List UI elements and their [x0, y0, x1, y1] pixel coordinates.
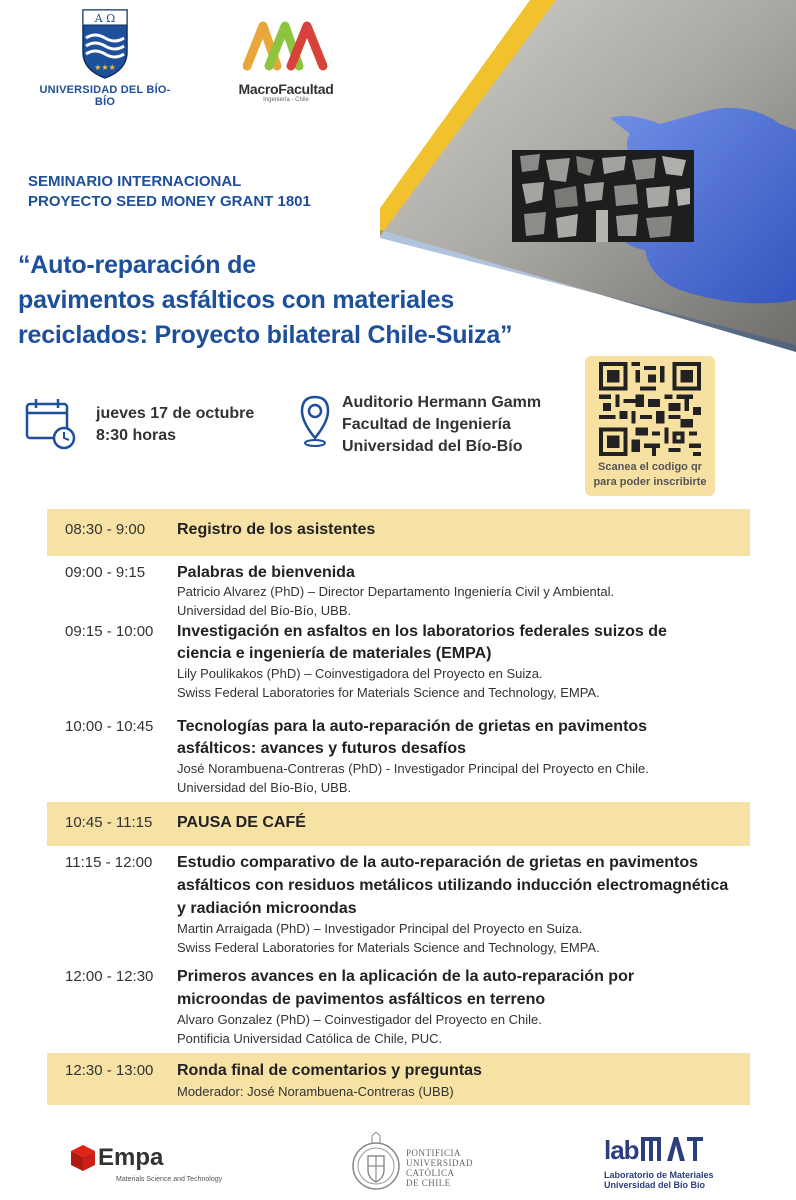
empa-cube-icon	[70, 1144, 96, 1172]
venue-line-3: Universidad del Bío-Bío	[342, 438, 523, 455]
agenda-item-field-advances	[47, 964, 750, 1048]
agenda-affiliation: Pontificia Universidad Católica de Chile, PUC.	[177, 1031, 443, 1046]
macrofacultad-mark-icon	[243, 18, 329, 74]
agenda-title: Ronda final de comentarios y preguntas	[177, 1062, 482, 1079]
seminar-line-2: PROYECTO SEED MONEY GRANT 1801	[28, 193, 311, 210]
agenda-item-empa-research	[47, 619, 750, 703]
agenda-item-registration	[47, 509, 750, 556]
event-datetime	[96, 403, 254, 447]
agenda-time: 11:15 - 12:00	[65, 854, 153, 871]
calendar-clock-icon	[24, 396, 78, 450]
agenda-affiliation: Swiss Federal Laboratories for Materials Science and Technology, EMPA.	[177, 940, 600, 955]
empa-subtitle: Materials Science and Technology	[116, 1176, 223, 1183]
agenda-item-final-round	[47, 1053, 750, 1105]
event-date: jueves 17 de octubre	[96, 405, 255, 422]
puc-line-4: DE CHILE	[406, 1178, 451, 1188]
location-pin-icon	[298, 394, 332, 448]
agenda-affiliation: Universidad del Bío-Bío, UBB.	[177, 780, 352, 795]
agenda-time: 09:15 - 10:00	[65, 623, 154, 640]
registration-qr-panel[interactable]	[585, 356, 715, 496]
agenda-time: 12:30 - 13:00	[65, 1062, 154, 1079]
labmat-lab-text: lab	[604, 1135, 639, 1165]
agenda-time: 10:00 - 10:45	[65, 718, 154, 735]
agenda-time: 09:00 - 9:15	[65, 564, 146, 581]
event-title	[18, 248, 598, 353]
agenda-speaker: Lily Poulikakos (PhD) – Coinvestigadora del Proyecto en Suiza.	[177, 666, 543, 681]
puc-seal-icon	[350, 1132, 402, 1194]
asphalt-block	[512, 150, 694, 242]
venue-line-1: Auditorio Hermann Gamm	[342, 394, 542, 411]
agenda-title: Registro de los asistentes	[177, 521, 376, 538]
agenda-title-line-3: y radiación microondas	[177, 900, 357, 917]
agenda-title-line-2: microondas de pavimentos asfálticos en terreno	[177, 991, 546, 1008]
agenda-title: PAUSA DE CAFÉ	[177, 814, 306, 831]
agenda-time: 08:30 - 9:00	[65, 521, 146, 538]
labmat-subtitle	[604, 1170, 714, 1190]
university-name: UNIVERSIDAD DEL BÍO-BÍO	[39, 84, 171, 108]
agenda-affiliation: Universidad del Bío-Bío, UBB.	[177, 603, 352, 618]
seminar-line-1: SEMINARIO INTERNACIONAL	[28, 173, 242, 190]
macrofacultad-name: MacroFacultad	[238, 81, 334, 97]
ubb-shield-icon	[80, 8, 130, 80]
qr-caption-line-2: para poder inscribirte	[593, 476, 707, 488]
event-time: 8:30 horas	[96, 427, 177, 444]
qr-code-icon[interactable]	[599, 362, 701, 456]
macrofacultad-subtitle: Ingeniería - Chile	[263, 97, 309, 103]
agenda-title: Palabras de bienvenida	[177, 564, 355, 581]
agenda-speaker: José Norambuena-Contreras (PhD) - Investigador Principal del Proyecto en Chile.	[177, 761, 649, 776]
qr-caption-line-1: Scanea el codigo qr	[598, 461, 702, 473]
agenda-time: 12:00 - 12:30	[65, 968, 154, 985]
agenda-title-line-1: Investigación en asfaltos en los laboratorios federales suizos de	[177, 623, 667, 640]
empa-logo	[70, 1142, 250, 1192]
empa-name: Empa	[98, 1144, 164, 1171]
puc-name	[406, 1148, 473, 1188]
puc-line-1: PONTIFICIA	[406, 1148, 462, 1158]
qr-caption	[585, 460, 715, 490]
title-line-3: reciclados: Proyecto bilateral Chile-Suiza”	[18, 321, 513, 349]
agenda-title-line-1: Primeros avances en la aplicación de la auto-reparación por	[177, 968, 635, 985]
title-line-2: pavimentos asfálticos con materiales	[18, 286, 455, 314]
agenda-title-line-2: ciencia e ingeniería de materiales (EMPA)	[177, 645, 492, 662]
svg-text:Α Ω: Α Ω	[94, 12, 116, 25]
labmat-mat-mark-icon	[641, 1135, 703, 1163]
svg-text:★★★: ★★★	[94, 63, 116, 72]
labmat-sub-line-2: Universidad del Bío Bío	[604, 1180, 706, 1190]
labmat-name	[604, 1135, 703, 1166]
event-venue	[342, 392, 541, 458]
ubb-logo	[30, 8, 180, 108]
agenda-speaker: Patricio Alvarez (PhD) – Director Departamento Ingeniería Civil y Ambiental.	[177, 584, 615, 599]
puc-line-2: UNIVERSIDAD	[406, 1158, 473, 1168]
agenda-title-line-1: Estudio comparativo de la auto-reparación de grietas en pavimentos	[177, 854, 699, 871]
labmat-logo	[604, 1135, 724, 1195]
agenda-item-coffee-break	[47, 802, 750, 846]
agenda-moderator: Moderador: José Norambuena-Contreras (UBB)	[177, 1084, 454, 1099]
labmat-sub-line-1: Laboratorio de Materiales	[604, 1170, 714, 1180]
agenda-speaker: Alvaro Gonzalez (PhD) – Coinvestigador del Proyecto en Chile.	[177, 1012, 542, 1027]
agenda-time: 10:45 - 11:15	[65, 814, 153, 831]
agenda-item-welcome	[47, 560, 750, 618]
title-line-1: “Auto-reparación de	[18, 251, 256, 279]
seminar-heading	[28, 172, 388, 212]
agenda-item-comparative-study	[47, 850, 750, 958]
puc-logo	[350, 1132, 490, 1196]
agenda-speaker: Martin Arraigada (PhD) – Investigador Principal del Proyecto en Suiza.	[177, 921, 583, 936]
agenda-title-line-2: asfálticos con residuos metálicos utilizando inducción electromagnética	[177, 877, 729, 894]
agenda-item-self-healing-technologies	[47, 714, 750, 798]
venue-line-2: Facultad de Ingeniería	[342, 416, 511, 433]
puc-line-3: CATÓLICA	[406, 1168, 455, 1178]
agenda-title-line-1: Tecnologías para la auto-reparación de grietas en pavimentos	[177, 718, 648, 735]
agenda-title-line-2: asfálticos: avances y futuros desafíos	[177, 740, 466, 757]
agenda-affiliation: Swiss Federal Laboratories for Materials Science and Technology, EMPA.	[177, 685, 600, 700]
macrofacultad-logo	[222, 18, 350, 110]
